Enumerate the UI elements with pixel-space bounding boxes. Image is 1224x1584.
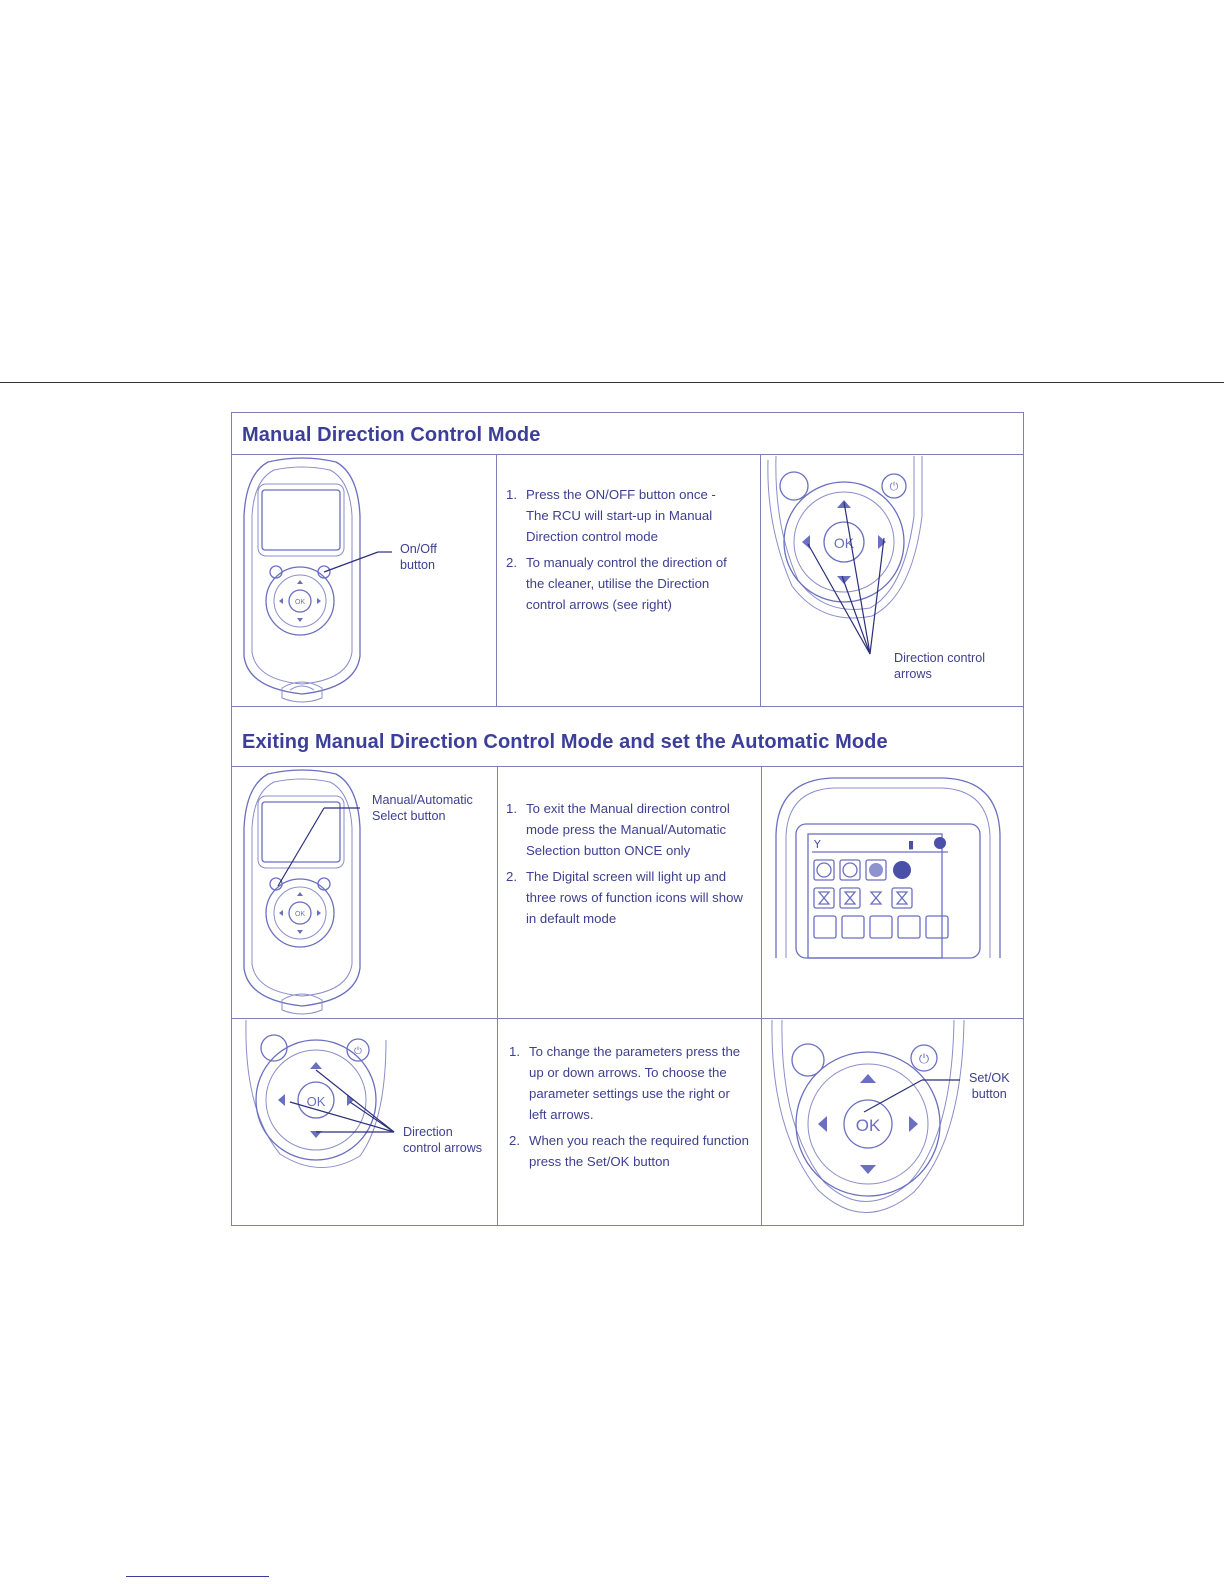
callout-direction-arrows: [403, 1124, 482, 1156]
col-divider: [496, 454, 497, 706]
col-divider: [760, 454, 761, 706]
svg-text:OK: OK: [294, 911, 306, 918]
step-line: control arrows (see right): [526, 597, 672, 612]
step-line: When you reach the required function: [529, 1133, 749, 1148]
step-item: [506, 866, 762, 929]
steps-change-parameters: [509, 1041, 765, 1177]
step-line: in default mode: [526, 911, 617, 926]
callout-line: arrows: [894, 667, 932, 681]
step-line: left arrows.: [529, 1107, 594, 1122]
callout-line: Set/OK: [969, 1071, 1010, 1085]
step-line: To change the parameters press the: [529, 1044, 741, 1059]
steps-exit-manual: [506, 798, 762, 934]
svg-text:OK: OK: [855, 1116, 881, 1135]
step-item: [509, 1130, 765, 1172]
callout-line: Select button: [372, 809, 446, 823]
step-line: Press the ON/OFF button once -: [526, 487, 716, 502]
step-line: Selection button ONCE only: [526, 843, 691, 858]
step-line: press the Set/OK button: [529, 1154, 670, 1169]
section-title-manual: Manual Direction Control Mode: [242, 424, 541, 446]
step-line: the cleaner, utilise the Direction: [526, 576, 710, 591]
step-item: [506, 552, 756, 615]
svg-text:▮: ▮: [908, 838, 915, 851]
svg-text:OK: OK: [294, 599, 306, 606]
svg-text:OK: OK: [306, 1094, 326, 1109]
step-line: To manualy control the direction of: [526, 555, 727, 570]
step-number: 1.: [506, 801, 517, 816]
svg-text:⏻: ⏻: [918, 1052, 930, 1067]
callout-setok-button: [969, 1070, 1010, 1102]
row-divider: [231, 706, 1024, 707]
section-title-exit-manual: Exiting Manual Direction Control Mode and set the Automatic Mode: [242, 731, 888, 753]
callout-line: button: [400, 558, 436, 572]
callout-line: Direction control: [894, 651, 985, 665]
step-number: 2.: [506, 555, 517, 570]
select-button-leader-line: [272, 804, 372, 894]
step-line: mode press the Manual/Automatic: [526, 822, 727, 837]
step-item: [509, 1041, 765, 1125]
callout-direction-arrows: [894, 650, 985, 682]
svg-text:⏻: ⏻: [889, 480, 899, 493]
remote-illustration: [238, 456, 366, 706]
setok-leader-line: [860, 1074, 964, 1114]
svg-text:Y: Y: [814, 838, 821, 851]
step-number: 1.: [506, 487, 517, 502]
row-divider: [231, 454, 1024, 455]
row-divider: [231, 1018, 1024, 1019]
callout-onoff-button: [400, 541, 437, 573]
digital-screen-illustration: [772, 774, 1004, 958]
direction-arrows-leader-lines: [286, 1062, 406, 1132]
step-line: The Digital screen will light up and: [526, 869, 727, 884]
callout-line: button: [971, 1087, 1007, 1101]
svg-text:OK: OK: [833, 535, 855, 551]
row-divider: [231, 766, 1024, 767]
step-number: 2.: [506, 869, 517, 884]
step-number: 2.: [509, 1133, 520, 1148]
callout-line: Manual/Automatic: [372, 793, 473, 807]
callout-line: On/Off: [400, 542, 437, 556]
step-line: To exit the Manual direction control: [526, 801, 730, 816]
step-item: [506, 798, 762, 861]
step-line: three rows of function icons will show: [526, 890, 743, 905]
step-line: up or down arrows. To choose the: [529, 1065, 727, 1080]
callout-line: Direction: [403, 1125, 453, 1139]
step-line: Direction control mode: [526, 529, 658, 544]
page-top-rule: [0, 382, 1224, 383]
step-item: [506, 484, 756, 547]
footnote-rule: [126, 1576, 269, 1577]
onoff-leader-line: [320, 548, 400, 578]
callout-line: control arrows: [403, 1141, 483, 1155]
keypad-closeup-illustration: [768, 1020, 968, 1224]
svg-text:⏻: ⏻: [354, 1046, 362, 1057]
step-line: parameter settings use the right or: [529, 1086, 730, 1101]
step-line: The RCU will start-up in Manual: [526, 508, 713, 523]
callout-select-button: [372, 792, 473, 824]
step-number: 1.: [509, 1044, 520, 1059]
steps-manual: [506, 484, 756, 620]
col-divider: [497, 766, 498, 1226]
direction-arrows-leader-lines: [800, 494, 900, 666]
